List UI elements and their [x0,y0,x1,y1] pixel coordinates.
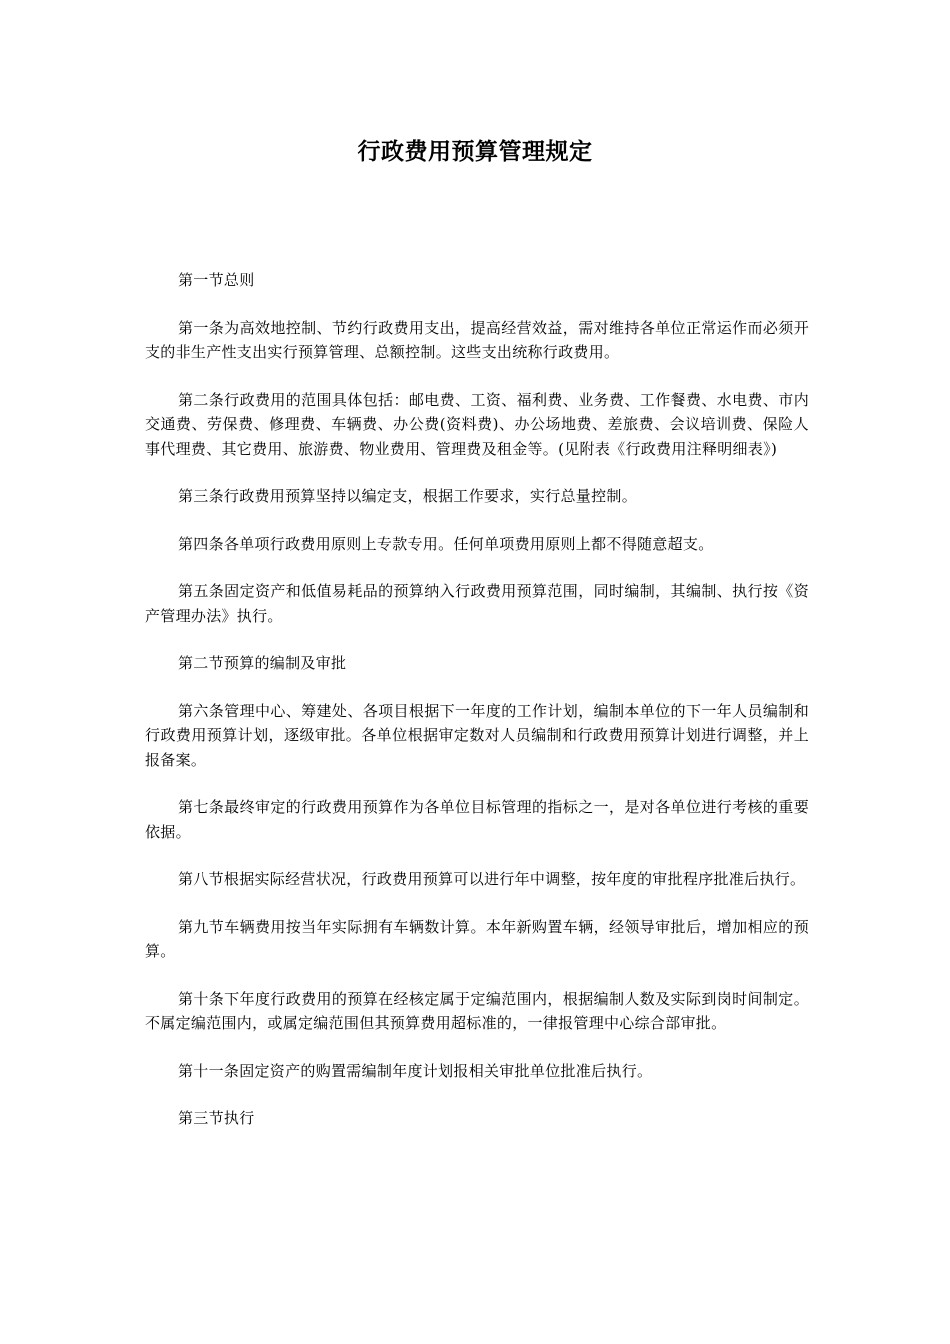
article-2: 第二条行政费用的范围具体包括：邮电费、工资、福利费、业务费、工作餐费、水电费、市内交通费、劳保费、修理费、车辆费、办公费(资料费)、办公场地费、差旅费、会议培训费、保险人事代理费、其它费用、旅游费、物业费用、管理费及租金等。(见附表《行政费用注释明细表》) [145,390,809,458]
section-heading-general: 第一节总则 [178,271,255,289]
section-heading-budget: 第二节预算的编制及审批 [178,654,347,672]
article-6: 第六条管理中心、筹建处、各项目根据下一年度的工作计划，编制本单位的下一年人员编制和行政费用预算计划，逐级审批。各单位根据审定数对人员编制和行政费用预算计划进行调整，并上报备案。 [145,701,809,769]
article-8: 第八节根据实际经营状况，行政费用预算可以进行年中调整，按年度的审批程序批准后执行。 [178,870,806,888]
article-3: 第三条行政费用预算坚持以编定支，根据工作要求，实行总量控制。 [178,487,638,505]
document-body [145,268,809,1154]
article-7: 第七条最终审定的行政费用预算作为各单位目标管理的指标之一，是对各单位进行考核的重要依据。 [145,798,809,841]
article-9: 第九节车辆费用按当年实际拥有车辆数计算。本年新购置车辆，经领导审批后，增加相应的预算。 [145,917,809,960]
section-heading-execution: 第三节执行 [178,1109,255,1127]
article-10: 第十条下年度行政费用的预算在经核定属于定编范围内，根据编制人数及实际到岗时间制定。不属定编范围内，或属定编范围但其预算费用超标准的，一律报管理中心综合部审批。 [145,989,809,1032]
article-5: 第五条固定资产和低值易耗品的预算纳入行政费用预算范围，同时编制，其编制、执行按《资产管理办法》执行。 [145,582,809,625]
article-1: 第一条为高效地控制、节约行政费用支出，提高经营效益，需对维持各单位正常运作而必须开支的非生产性支出实行预算管理、总额控制。这些支出统称行政费用。 [145,318,809,361]
article-11: 第十一条固定资产的购置需编制年度计划报相关审批单位批准后执行。 [178,1061,653,1080]
article-4: 第四条各单项行政费用原则上专款专用。任何单项费用原则上都不得随意超支。 [178,534,714,553]
document-title: 行政费用预算管理规定 [357,138,593,165]
